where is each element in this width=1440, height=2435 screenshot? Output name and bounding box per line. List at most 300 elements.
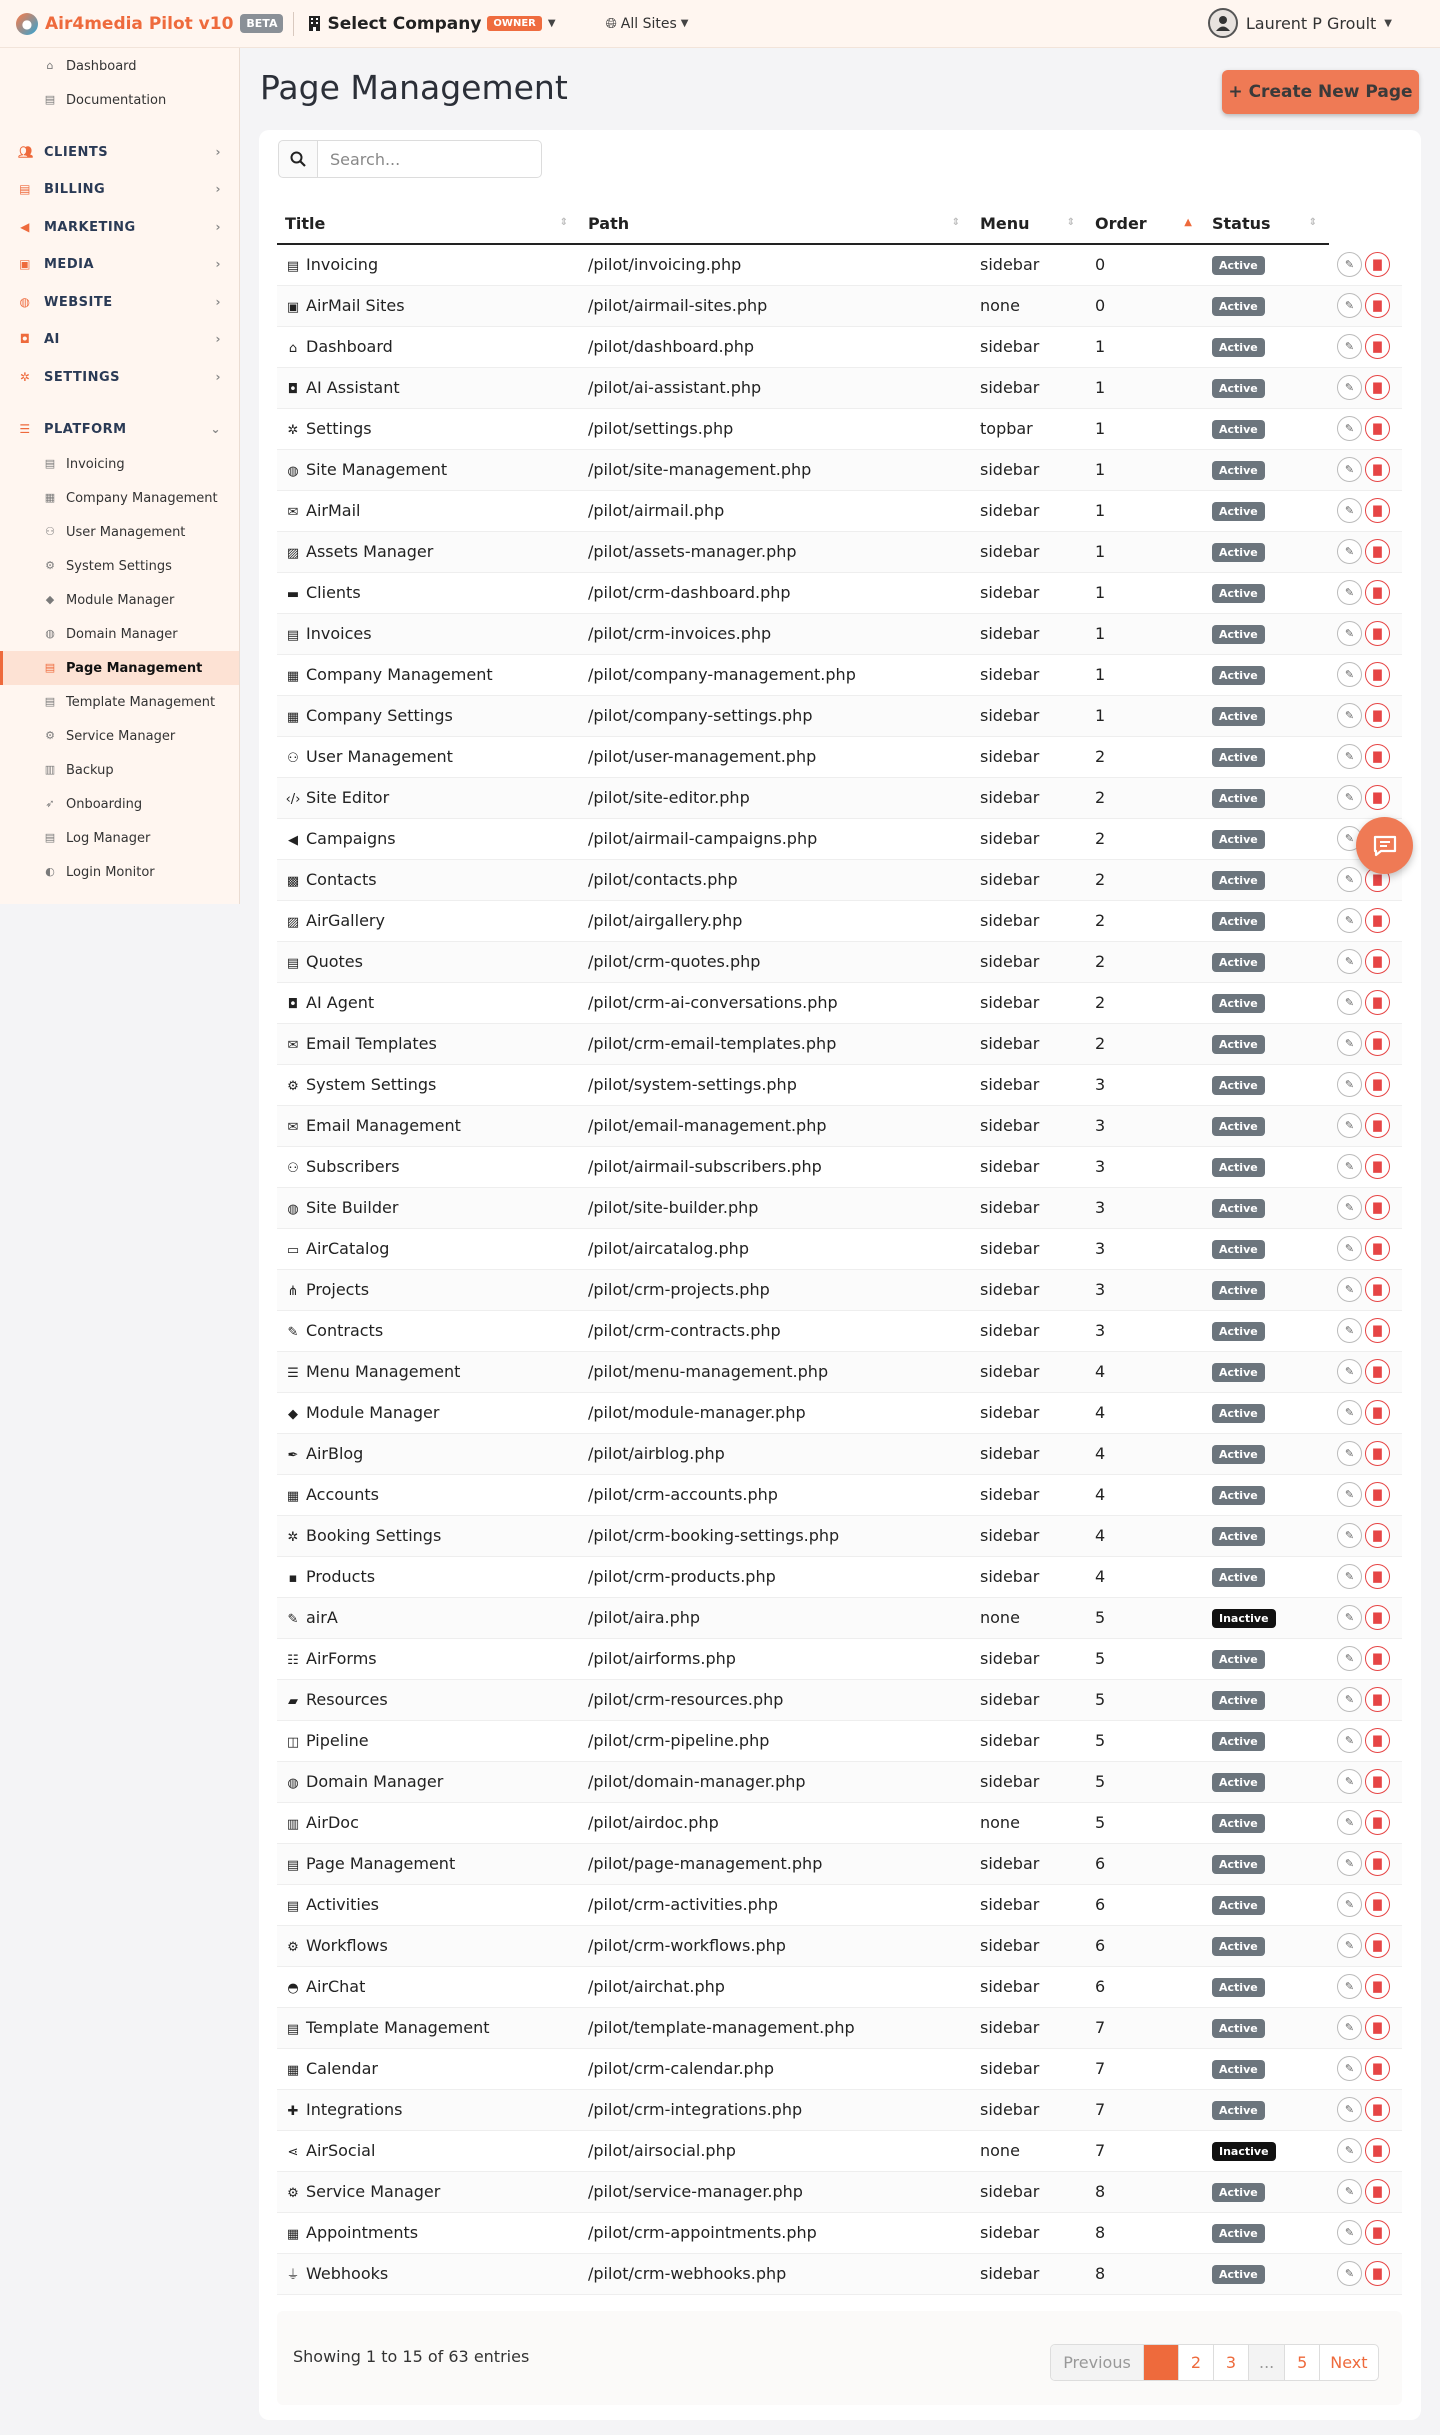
cell-menu: sidebar [972, 736, 1087, 777]
delete-button[interactable] [1365, 621, 1390, 646]
edit-button[interactable] [1337, 1851, 1362, 1876]
create-new-page-button[interactable]: + Create New Page [1222, 70, 1419, 114]
delete-button[interactable] [1365, 662, 1390, 687]
edit-button[interactable] [1337, 1195, 1362, 1220]
pagination-page-5[interactable]: 5 [1285, 2345, 1320, 2380]
user-icon [1214, 14, 1232, 32]
sidebar-item-company-management[interactable] [0, 481, 239, 515]
table-row [277, 1925, 1402, 1966]
cell-title [277, 1802, 580, 1843]
cell-path: /pilot/system-settings.php [580, 1064, 972, 1105]
page-title-text: Clients [306, 583, 361, 602]
globe-icon: ◍ [287, 1202, 299, 1217]
edit-button[interactable] [1337, 1031, 1362, 1056]
delete-button[interactable] [1365, 1646, 1390, 1671]
page-title-text: Menu Management [306, 1362, 461, 1381]
file-invoice-icon: ▤ [286, 628, 300, 643]
edit-button[interactable] [1337, 662, 1362, 687]
sidebar-item-system-settings[interactable] [0, 549, 239, 583]
delete-button[interactable] [1365, 1523, 1390, 1548]
delete-button[interactable] [1365, 1564, 1390, 1589]
sidebar-section-billing[interactable] [0, 171, 239, 207]
edit-button[interactable] [1337, 1687, 1362, 1712]
cell-menu: sidebar [972, 1351, 1087, 1392]
cell-actions [1329, 1843, 1402, 1884]
sidebar-section-clients[interactable] [0, 134, 239, 170]
edit-button[interactable] [1337, 539, 1362, 564]
user-menu[interactable] [1208, 8, 1392, 38]
status-badge: Active [1212, 2060, 1265, 2079]
edit-button[interactable] [1337, 1400, 1362, 1425]
sites-selector[interactable] [606, 16, 689, 32]
delete-button[interactable] [1365, 949, 1390, 974]
edit-button[interactable] [1337, 1277, 1362, 1302]
delete-button[interactable] [1365, 1810, 1390, 1835]
box-icon: ▪ [288, 1571, 298, 1586]
edit-icon: ✎ [1344, 2021, 1355, 2034]
trash-icon: ▇ [1373, 2103, 1382, 2116]
column-header-menu[interactable] [972, 204, 1087, 244]
sidebar-section-ai[interactable] [0, 321, 239, 357]
chevron-right-icon: › [215, 332, 221, 346]
delete-button[interactable] [1365, 1236, 1390, 1261]
delete-button[interactable] [1365, 1113, 1390, 1138]
page-title-text: AirCatalog [306, 1239, 390, 1258]
trash-icon: ▇ [1373, 381, 1382, 394]
status-badge: Active [1212, 1896, 1265, 1915]
cell-menu: sidebar [972, 1146, 1087, 1187]
trash-icon: ▇ [1373, 340, 1382, 353]
delete-button[interactable] [1365, 2097, 1390, 2122]
status-badge: Active [1212, 707, 1265, 726]
edit-button[interactable] [1337, 580, 1362, 605]
sidebar-section-marketing[interactable] [0, 209, 239, 245]
gears-icon: ⚙ [45, 559, 55, 572]
cell-status [1204, 2048, 1329, 2089]
edit-button[interactable] [1337, 375, 1362, 400]
delete-button[interactable] [1365, 1933, 1390, 1958]
page-title-text: AirChat [306, 1977, 366, 1996]
sidebar-item-domain-manager[interactable] [0, 617, 239, 651]
pagination-page-3[interactable]: 3 [1214, 2345, 1249, 2380]
cell-status [1204, 777, 1329, 818]
edit-button[interactable] [1337, 1810, 1362, 1835]
edit-button[interactable] [1337, 1318, 1362, 1343]
sidebar-item-invoicing[interactable] [0, 447, 239, 481]
sidebar-item-dashboard[interactable] [0, 49, 239, 83]
delete-button[interactable] [1365, 1769, 1390, 1794]
delete-button[interactable] [1365, 2056, 1390, 2081]
sidebar-item-documentation[interactable] [0, 83, 239, 117]
edit-button[interactable] [1337, 2138, 1362, 2163]
trash-icon: ▇ [1373, 586, 1382, 599]
column-header-title[interactable] [277, 204, 580, 244]
trash-icon: ▇ [1373, 422, 1382, 435]
edit-icon: ✎ [1344, 2185, 1355, 2198]
cell-title [277, 1556, 580, 1597]
cell-status [1204, 2130, 1329, 2171]
pagination-current-page[interactable] [1144, 2345, 1179, 2380]
edit-button[interactable] [1337, 1605, 1362, 1630]
edit-button[interactable] [1337, 1072, 1362, 1097]
section-label: WEBSITE [44, 294, 113, 310]
delete-button[interactable] [1365, 375, 1390, 400]
cell-menu: sidebar [972, 1228, 1087, 1269]
page-title-text: Site Builder [306, 1198, 399, 1217]
page-title-text: AirSocial [306, 2141, 376, 2160]
edit-button[interactable] [1337, 621, 1362, 646]
edit-icon: ✎ [1344, 422, 1355, 435]
cell-actions [1329, 736, 1402, 777]
sidebar [0, 48, 240, 904]
cell-status [1204, 1925, 1329, 1966]
status-badge: Active [1212, 748, 1265, 767]
entries-info: Showing 1 to 15 of 63 entries [293, 2347, 530, 2366]
edit-button[interactable] [1337, 2097, 1362, 2122]
cell-order: 1 [1087, 654, 1204, 695]
edit-button[interactable] [1337, 2015, 1362, 2040]
delete-button[interactable] [1365, 1277, 1390, 1302]
edit-button[interactable] [1337, 1892, 1362, 1917]
cell-path: /pilot/company-management.php [580, 654, 972, 695]
cell-path: /pilot/aira.php [580, 1597, 972, 1638]
edit-icon: ✎ [1344, 1447, 1355, 1460]
search-button[interactable] [278, 140, 318, 178]
sidebar-item-backup[interactable] [0, 753, 239, 787]
trash-icon: ▇ [1373, 299, 1382, 312]
delete-button[interactable] [1365, 1728, 1390, 1753]
store-icon: ▭ [286, 1243, 300, 1258]
cell-title [277, 2212, 580, 2253]
cell-path: /pilot/ai-assistant.php [580, 367, 972, 408]
cell-order: 3 [1087, 1105, 1204, 1146]
section-label: SETTINGS [44, 369, 121, 385]
cell-path: /pilot/site-editor.php [580, 777, 972, 818]
edit-button[interactable] [1337, 498, 1362, 523]
edit-button[interactable] [1337, 2220, 1362, 2245]
trash-icon: ▇ [1373, 1283, 1382, 1296]
edit-button[interactable] [1337, 703, 1362, 728]
cell-order: 2 [1087, 900, 1204, 941]
calendar-icon: ▦ [286, 2063, 300, 2078]
table-row [277, 941, 1402, 982]
pagination-ellipsis: ... [1249, 2345, 1285, 2380]
cell-path: /pilot/crm-products.php [580, 1556, 972, 1597]
comments-icon: ◓ [287, 1981, 299, 1996]
cell-actions [1329, 572, 1402, 613]
cell-menu: sidebar [972, 1474, 1087, 1515]
edit-button[interactable] [1337, 1769, 1362, 1794]
sidebar-section-settings[interactable] [0, 359, 239, 395]
page-title-text: Template Management [306, 2018, 490, 2037]
robot-icon: ◘ [287, 382, 299, 397]
pagination-next[interactable]: Next [1330, 2353, 1368, 2372]
calendar-check-icon: ▦ [286, 2227, 300, 2242]
cell-status [1204, 367, 1329, 408]
trash-icon: ▇ [1373, 1611, 1382, 1624]
edit-icon: ✎ [1344, 1734, 1355, 1747]
search-input[interactable] [318, 140, 542, 178]
edit-button[interactable] [1337, 949, 1362, 974]
edit-icon: ✎ [1344, 832, 1355, 845]
trash-icon: ▇ [1373, 1160, 1382, 1173]
delete-button[interactable] [1365, 1154, 1390, 1179]
file-signature-icon: ✎ [287, 1325, 299, 1340]
cell-title [277, 941, 580, 982]
table-row [277, 449, 1402, 490]
delete-button[interactable] [1365, 1441, 1390, 1466]
edit-icon: ✎ [1344, 996, 1355, 1009]
edit-button[interactable] [1337, 785, 1362, 810]
gear-icon: ✲ [287, 423, 299, 438]
cell-status [1204, 1802, 1329, 1843]
edit-icon: ✎ [1344, 2226, 1355, 2239]
cell-status [1204, 859, 1329, 900]
table-row [277, 1433, 1402, 1474]
edit-button[interactable] [1337, 908, 1362, 933]
edit-icon: ✎ [1344, 1857, 1355, 1870]
cell-menu: sidebar [972, 490, 1087, 531]
cell-title [277, 490, 580, 531]
chevron-down-icon: ⌄ [210, 422, 221, 436]
puzzle-piece-icon: ✚ [287, 2104, 299, 2119]
edit-button[interactable] [1337, 293, 1362, 318]
edit-button[interactable] [1337, 744, 1362, 769]
trash-icon: ▇ [1373, 1078, 1382, 1091]
delete-button[interactable] [1365, 990, 1390, 1015]
column-header-path[interactable] [580, 204, 972, 244]
status-badge: Active [1212, 1650, 1265, 1669]
sidebar-item-label: Domain Manager [66, 626, 178, 642]
users-icon: ⚇ [287, 1161, 299, 1176]
pagination-previous[interactable]: Previous [1051, 2345, 1144, 2380]
edit-button[interactable] [1337, 1441, 1362, 1466]
edit-button[interactable] [1337, 1154, 1362, 1179]
edit-button[interactable] [1337, 2179, 1362, 2204]
cell-actions [1329, 1515, 1402, 1556]
sidebar-item-service-manager[interactable] [0, 719, 239, 753]
brand-name: Air4media Pilot v10 [45, 13, 234, 34]
trash-icon: ▇ [1373, 1939, 1382, 1952]
delete-button[interactable] [1365, 785, 1390, 810]
cell-actions [1329, 326, 1402, 367]
cell-menu: sidebar [972, 1720, 1087, 1761]
status-badge: Active [1212, 1568, 1265, 1587]
cell-status [1204, 2253, 1329, 2294]
edit-button[interactable] [1337, 334, 1362, 359]
page-title-text: AirGallery [306, 911, 385, 930]
page-title-text: Service Manager [306, 2182, 441, 2201]
delete-button[interactable] [1365, 1851, 1390, 1876]
trash-icon: ▇ [1373, 1980, 1382, 1993]
cell-title [277, 1269, 580, 1310]
cell-status [1204, 654, 1329, 695]
megaphone-icon: ◀ [20, 220, 30, 234]
cell-path: /pilot/airgallery.php [580, 900, 972, 941]
delete-button[interactable] [1365, 334, 1390, 359]
cell-menu: sidebar [972, 941, 1087, 982]
edit-button[interactable] [1337, 1564, 1362, 1589]
edit-button[interactable] [1337, 252, 1362, 277]
edit-button[interactable] [1337, 1236, 1362, 1261]
delete-button[interactable] [1365, 1482, 1390, 1507]
sidebar-item-module-manager[interactable] [0, 583, 239, 617]
sidebar-item-label: Invoicing [66, 456, 125, 472]
edit-button[interactable] [1337, 1523, 1362, 1548]
cell-path: /pilot/email-management.php [580, 1105, 972, 1146]
cell-menu: sidebar [972, 1966, 1087, 2007]
cell-status [1204, 1023, 1329, 1064]
delete-button[interactable] [1365, 2261, 1390, 2286]
cell-order: 3 [1087, 1064, 1204, 1105]
cell-menu: none [972, 1802, 1087, 1843]
status-badge: Inactive [1212, 1609, 1276, 1628]
table-row [277, 1064, 1402, 1105]
cell-menu: sidebar [972, 777, 1087, 818]
top-navbar [0, 0, 1440, 48]
edit-button[interactable] [1337, 1113, 1362, 1138]
edit-button[interactable] [1337, 1359, 1362, 1384]
sidebar-section-platform[interactable] [0, 411, 239, 447]
sidebar-item-user-management[interactable] [0, 515, 239, 549]
delete-button[interactable] [1365, 2138, 1390, 2163]
chat-button[interactable] [1356, 817, 1413, 874]
edit-button[interactable] [1337, 457, 1362, 482]
sidebar-item-label: User Management [66, 524, 186, 540]
sidebar-item-log-manager[interactable] [0, 821, 239, 855]
edit-button[interactable] [1337, 1933, 1362, 1958]
delete-button[interactable] [1365, 1892, 1390, 1917]
edit-button[interactable] [1337, 990, 1362, 1015]
sort-icon: ⇕ [1308, 217, 1317, 228]
delete-button[interactable] [1365, 2015, 1390, 2040]
brand[interactable] [0, 13, 283, 35]
delete-button[interactable] [1365, 744, 1390, 769]
envelope-icon: ✉ [287, 505, 299, 520]
status-badge: Active [1212, 297, 1265, 316]
status-badge: Active [1212, 1855, 1265, 1874]
status-badge: Active [1212, 2265, 1265, 2284]
page-title-text: Calendar [306, 2059, 378, 2078]
edit-icon: ✎ [1344, 1652, 1355, 1665]
edit-button[interactable] [1337, 867, 1362, 892]
trash-icon: ▇ [1373, 1570, 1382, 1583]
page-title-text: Invoicing [306, 255, 379, 275]
edit-button[interactable] [1337, 1482, 1362, 1507]
cell-order: 1 [1087, 408, 1204, 449]
pagination-page-2[interactable]: 2 [1179, 2345, 1214, 2380]
table-row [277, 982, 1402, 1023]
page-title-text: Accounts [306, 1485, 379, 1504]
delete-button[interactable] [1365, 1605, 1390, 1630]
page-title-text: Site Editor [306, 788, 390, 807]
delete-button[interactable] [1365, 2220, 1390, 2245]
status-badge: Active [1212, 1035, 1265, 1054]
delete-button[interactable] [1365, 1031, 1390, 1056]
delete-button[interactable] [1365, 252, 1390, 277]
column-header-status[interactable] [1204, 204, 1329, 244]
cell-title [277, 1105, 580, 1146]
delete-button[interactable] [1365, 1318, 1390, 1343]
cell-path: /pilot/company-settings.php [580, 695, 972, 736]
cell-actions [1329, 1884, 1402, 1925]
delete-button[interactable] [1365, 1400, 1390, 1425]
cell-actions [1329, 1556, 1402, 1597]
delete-button[interactable] [1365, 416, 1390, 441]
delete-button[interactable] [1365, 498, 1390, 523]
rocket-icon: ➶ [45, 797, 55, 810]
cell-path: /pilot/crm-activities.php [580, 1884, 972, 1925]
status-badge: Active [1212, 502, 1265, 521]
delete-button[interactable] [1365, 293, 1390, 318]
sidebar-item-page-management[interactable] [0, 651, 239, 685]
cell-order: 8 [1087, 2253, 1204, 2294]
sidebar-section-media[interactable] [0, 246, 239, 282]
cell-menu: sidebar [972, 1679, 1087, 1720]
delete-button[interactable] [1365, 1359, 1390, 1384]
delete-button[interactable] [1365, 457, 1390, 482]
edit-button[interactable] [1337, 1728, 1362, 1753]
delete-button[interactable] [1365, 703, 1390, 728]
cell-actions [1329, 1105, 1402, 1146]
company-selector[interactable] [308, 14, 555, 34]
edit-button[interactable] [1337, 1646, 1362, 1671]
table-row [277, 2212, 1402, 2253]
column-header-order[interactable] [1087, 204, 1204, 244]
edit-icon: ✎ [1344, 1037, 1355, 1050]
page-title-text: AI Agent [306, 993, 375, 1012]
edit-icon: ✎ [1344, 1693, 1355, 1706]
cell-order: 7 [1087, 2007, 1204, 2048]
cell-order: 2 [1087, 1023, 1204, 1064]
sidebar-section-website[interactable] [0, 284, 239, 320]
delete-button[interactable] [1365, 1195, 1390, 1220]
cell-title [277, 695, 580, 736]
edit-button[interactable] [1337, 1974, 1362, 1999]
cell-status [1204, 531, 1329, 572]
edit-button[interactable] [1337, 2261, 1362, 2286]
delete-button[interactable] [1365, 539, 1390, 564]
delete-button[interactable] [1365, 1974, 1390, 1999]
delete-button[interactable] [1365, 2179, 1390, 2204]
sidebar-item-login-monitor[interactable] [0, 855, 239, 889]
edit-button[interactable] [1337, 416, 1362, 441]
table-row [277, 408, 1402, 449]
cell-actions [1329, 1269, 1402, 1310]
cell-status [1204, 408, 1329, 449]
file-code-icon: ▤ [286, 2022, 300, 2037]
file-invoice-icon: ▤ [286, 259, 300, 275]
table-row [277, 1310, 1402, 1351]
cell-actions [1329, 1064, 1402, 1105]
delete-button[interactable] [1365, 580, 1390, 605]
cell-title [277, 777, 580, 818]
cell-order: 1 [1087, 613, 1204, 654]
edit-button[interactable] [1337, 2056, 1362, 2081]
sidebar-item-template-management[interactable] [0, 685, 239, 719]
delete-button[interactable] [1365, 1687, 1390, 1712]
cell-path: /pilot/airsocial.php [580, 2130, 972, 2171]
cell-order: 2 [1087, 736, 1204, 777]
cell-path: /pilot/template-management.php [580, 2007, 972, 2048]
sidebar-item-onboarding[interactable] [0, 787, 239, 821]
delete-button[interactable] [1365, 1072, 1390, 1097]
delete-button[interactable] [1365, 908, 1390, 933]
sidebar-item-label: Template Management [66, 694, 216, 710]
section-label: PLATFORM [44, 421, 127, 437]
edit-icon: ✎ [1344, 1529, 1355, 1542]
code-icon: ‹/› [285, 792, 301, 807]
